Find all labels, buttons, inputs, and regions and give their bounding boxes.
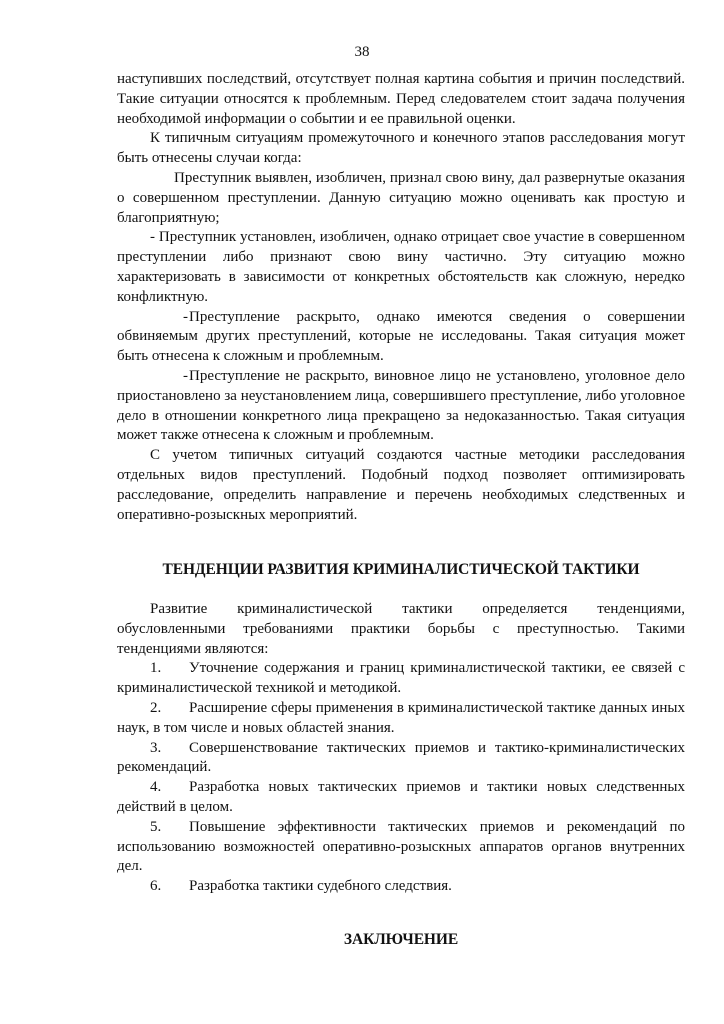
section-heading: ТЕНДЕНЦИИ РАЗВИТИЯ КРИМИНАЛИСТИЧЕСКОЙ ТАКТИКИ: [162, 561, 640, 578]
page-number: 38: [354, 44, 370, 60]
paragraph: наступивших последствий, отсутствует полная картина события и причин последствий. Такие ситуации относятся к проблемным. Перед следователем стоит задача получения необходимой информации о событии и ее правильной оценки.: [117, 71, 685, 127]
list-number: 1.: [150, 660, 162, 677]
paragraph: С учетом типичных ситуаций создаются частные методики расследования отдельных видов преступлений. Подобный подход позволяет оптимизировать расследование, определить направление и перечень необходимых следственных и оперативно-розыскных мероприятий.: [117, 447, 685, 523]
body-text-section: [117, 600, 685, 897]
paragraph: Развитие криминалистической тактики определяется тенденциями, обусловленными требованиями практики борьбы с преступностью. Такими тенденциями являются:: [117, 601, 685, 657]
dash-item-text: Преступление не раскрыто, виновное лицо не установлено, уголовное дело приостановлено за неустановлением лица, совершившего преступление, либо уголовное дело в отношении конкретного лица прекращено за недоказанностью. Такая ситуация может также отнесена к сложным и проблемным.: [117, 367, 685, 444]
list-text: Совершенствование тактических приемов и тактико-криминалистических рекомендаций.: [117, 739, 685, 776]
list-text: Уточнение содержания и границ криминалистической тактики, ее связей с криминалистической техникой и методикой.: [117, 660, 685, 697]
list-number: 2.: [150, 699, 162, 716]
list-text: Повышение эффективности тактических приемов и рекомендаций по использованию возможностей оперативно-розыскных аппаратов органов внутренних дел.: [117, 818, 685, 875]
list-number: 4.: [150, 779, 162, 796]
list-item: [117, 818, 685, 877]
list-item: [117, 877, 685, 897]
dash-marker: -: [183, 367, 188, 384]
list-number: 5.: [150, 818, 162, 835]
list-text: Расширение сферы применения в криминалистической тактике данных иных наук, в том числе и новых областей знания.: [117, 699, 685, 736]
body-text-top: [117, 70, 685, 525]
list-number: 3.: [150, 739, 162, 756]
list-item: [117, 699, 685, 739]
dash-item-text: Преступление раскрыто, однако имеются сведения о совершении обвиняемым других преступлений, которые не исследованы. Такая ситуация может быть отнесена к сложным и проблемным.: [117, 308, 685, 365]
list-text: Разработка новых тактических приемов и тактики новых следственных действий в целом.: [117, 779, 685, 815]
section-heading: ЗАКЛЮЧЕНИЕ: [343, 931, 459, 948]
list-item: [117, 659, 685, 699]
list-number: 6.: [150, 878, 162, 895]
list-item: [117, 778, 685, 818]
paragraph: - Преступник установлен, изобличен, однако отрицает свое участие в совершенном преступлении либо признают свою вину частично. Эту ситуацию можно характеризовать в зависимости от конкретных обстоятельств как сложную, нередко конфликтную.: [117, 229, 685, 305]
dash-item: [117, 308, 685, 367]
paragraph: К типичным ситуациям промежуточного и конечного этапов расследования могут быть отнесены случаи когда:: [117, 130, 685, 167]
dash-item: [117, 367, 685, 446]
list-item: [117, 739, 685, 779]
paragraph: Преступник выявлен, изобличен, признал свою вину, дал развернутые оказания о совершенном преступлении. Данную ситуацию можно оценивать как простую и благоприятную;: [117, 169, 685, 226]
dash-marker: -: [183, 308, 188, 325]
list-text: Разработка тактики судебного следствия.: [189, 878, 452, 895]
